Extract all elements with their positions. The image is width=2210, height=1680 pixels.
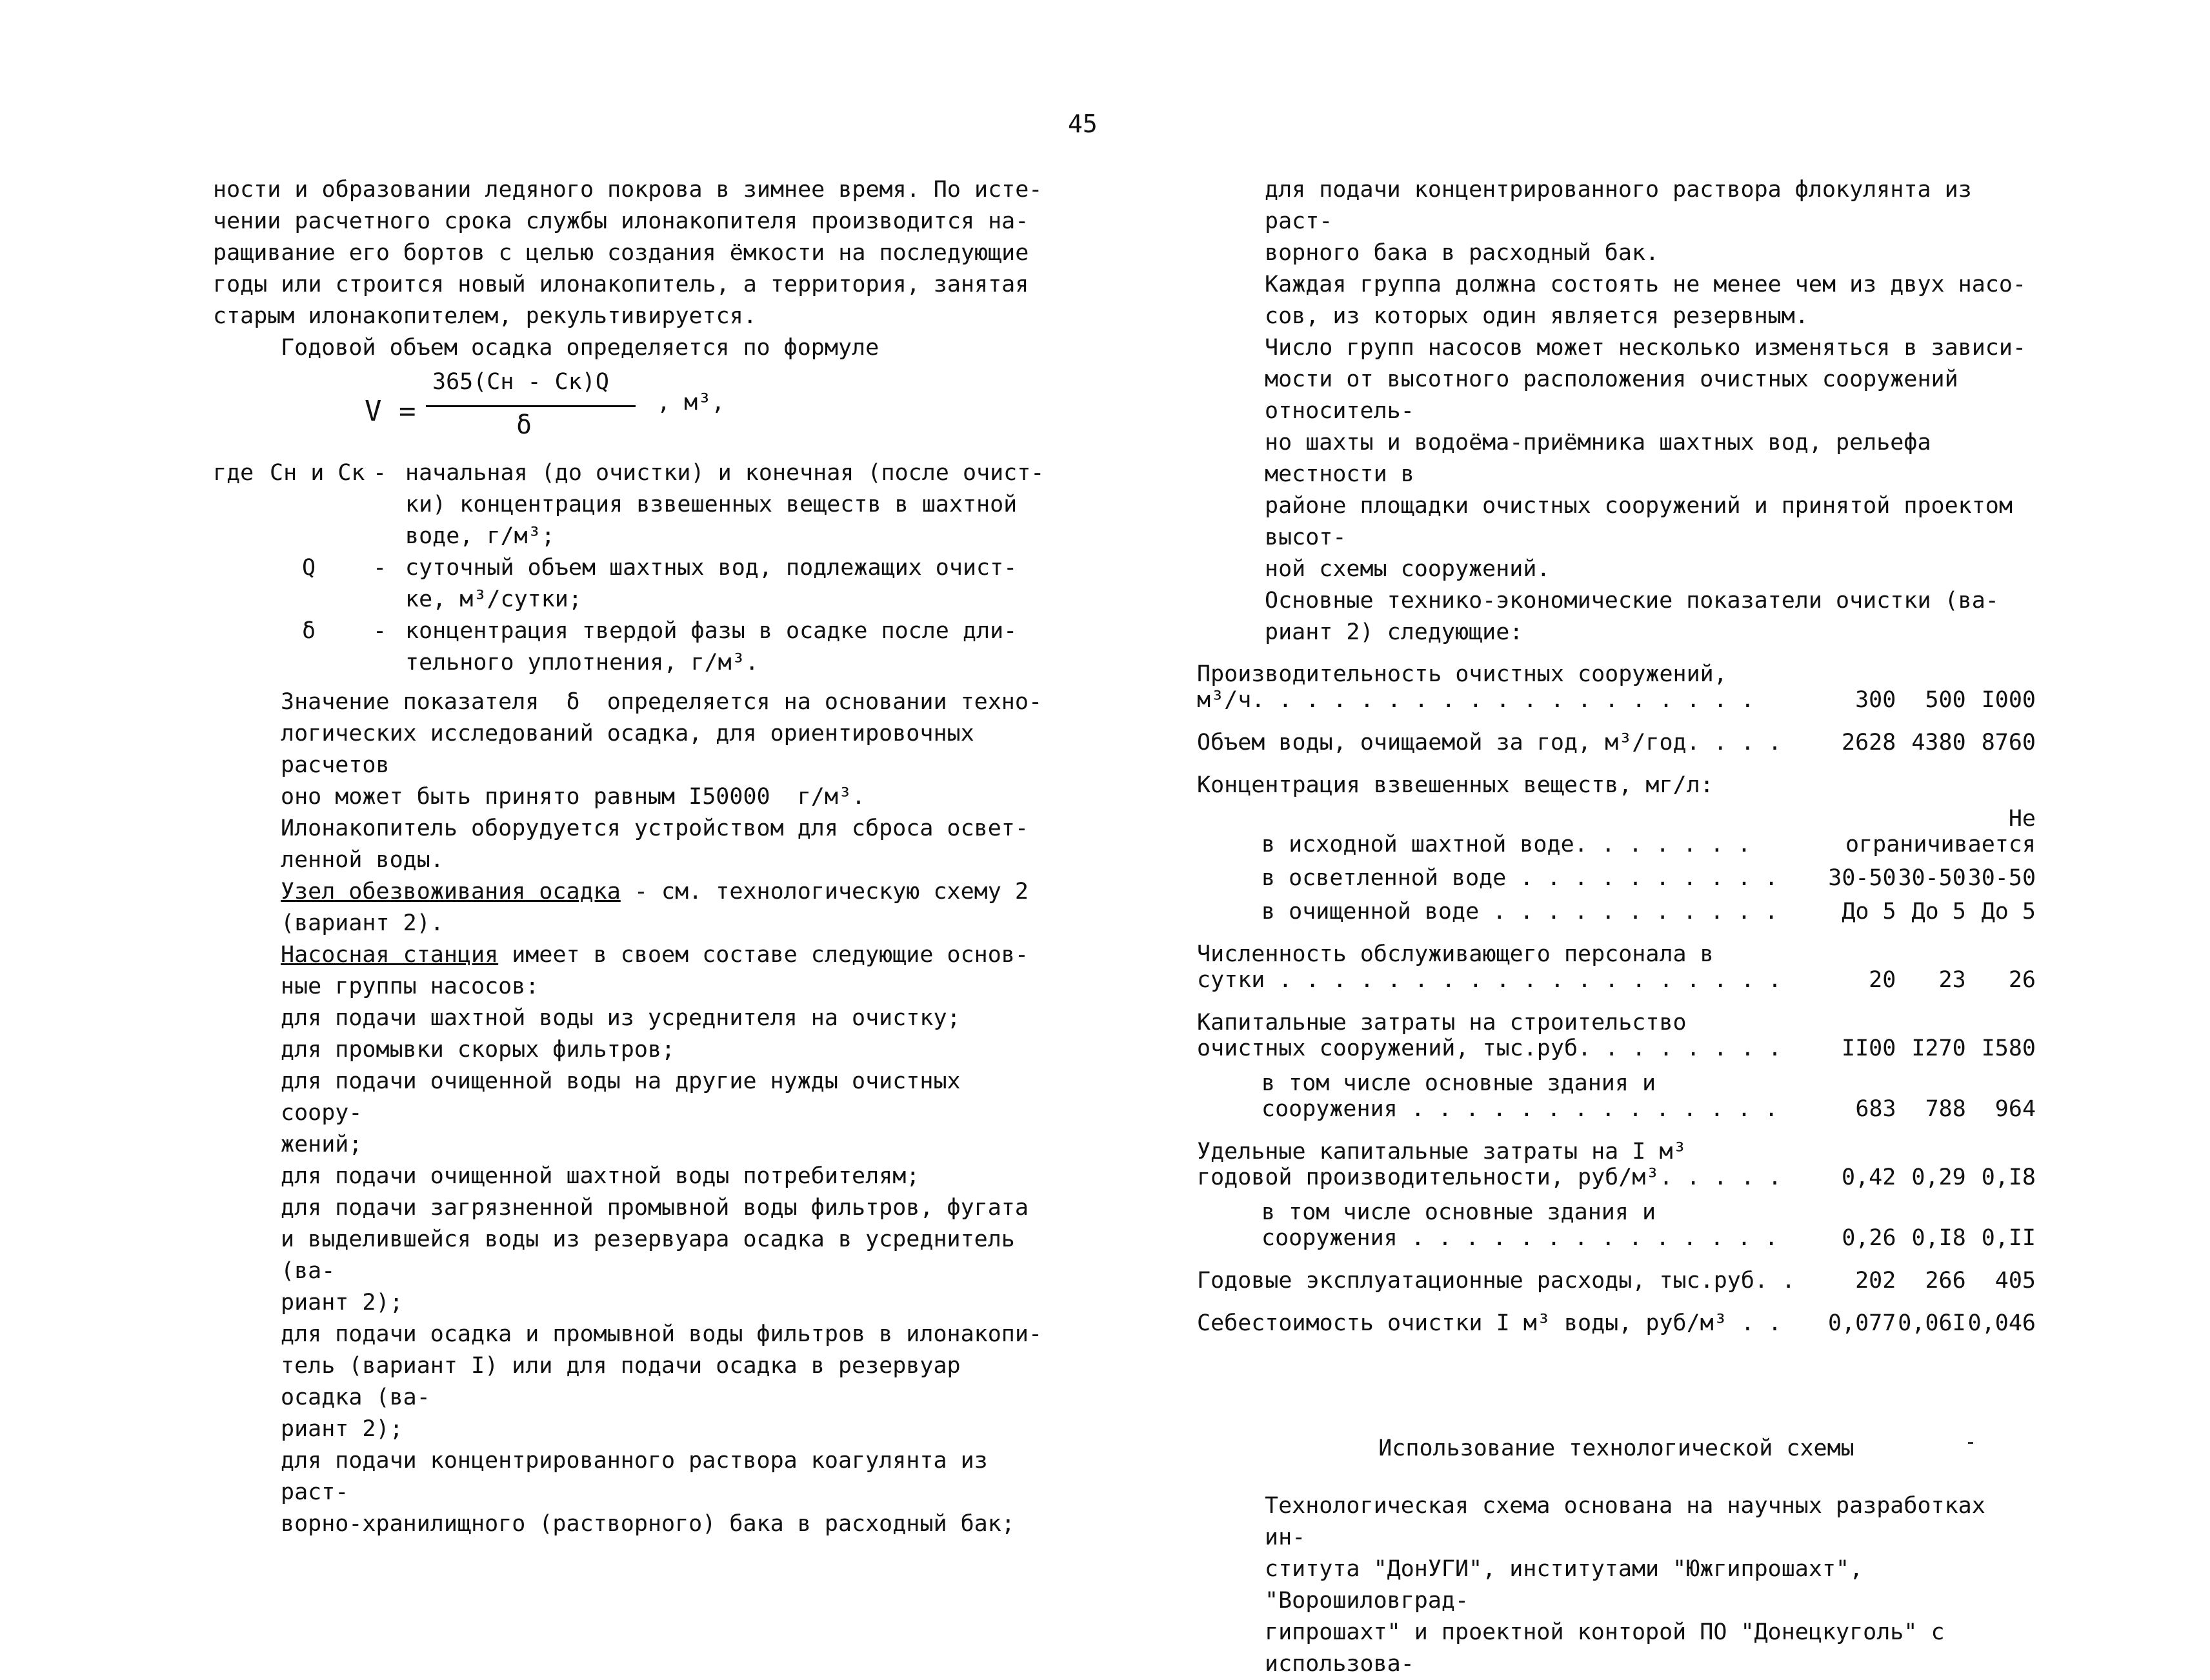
row-value: До 5 [1842, 899, 1896, 925]
formula-numerator: 365(Cн - Cк)Q [432, 369, 609, 395]
formula-unit: , м³, [657, 390, 725, 415]
row-value: I270 [1911, 1035, 1966, 1061]
row-value: 0,046 [1967, 1310, 2036, 1336]
left-paragraph-1: ности и образовании ледяного покрова в зимнее время. По исте- чении расчетного срока службы илонакопителя производится на- ращивание его бортов с целью создания ёмкости на последующие годы или строится новый илонакопитель, а территория, занятая старым илонакопителем, рекультивируется. [213, 177, 1043, 329]
row-label: Капитальные затраты на строительство очистных сооружений, тыс.руб. . . . . . . . [1197, 1010, 1782, 1061]
row-value: 0,29 [1911, 1165, 1966, 1190]
right-column [1197, 174, 2036, 1680]
row-value: 0,I8 [1911, 1225, 1966, 1251]
right-paragraph-4: Основные технико-экономические показатели очистки (ва- риант 2) следующие: [1265, 588, 1999, 645]
definition-lead: где [213, 460, 254, 486]
sludge-dewatering-text: - см. технологическую схему 2 (вариант 2). [281, 879, 1029, 936]
row-value: 0,06I [1898, 1310, 1966, 1336]
row-value: До 5 [1981, 899, 2036, 925]
table-row [1197, 1139, 2036, 1190]
row-label: Удельные капитальные затраты на I м³ годовой производительности, руб/м³. . . . . [1197, 1139, 1782, 1190]
right-paragraph-1: для подачи концентрированного раствора флокулянта из раст- ворного бака в расходный бак. [1265, 177, 1972, 266]
row-value: 4380 [1911, 730, 1966, 755]
row-value: 964 [1994, 1096, 2036, 1122]
definition-text: суточный объем шахтных вод, подлежащих очист- ке, м³/сутки; [405, 555, 1018, 612]
table-row [1197, 1010, 2036, 1061]
right-paragraph-2: Каждая группа должна состоять не менее чем из двух насо- сов, из которых один является резервным. [1265, 272, 2027, 329]
row-label: Годовые эксплуатационные расходы, тыс.руб. . [1197, 1268, 1796, 1294]
table-row [1197, 865, 2036, 891]
row-value: 500 [1925, 687, 1966, 713]
row-value: Не ограничивается [1845, 806, 2036, 857]
table-row [1197, 1070, 2036, 1122]
row-value: 0,26 [1842, 1225, 1896, 1251]
row-value: 266 [1925, 1268, 1966, 1294]
pump-station-text: имеет в своем составе следующие основ- ные группы насосов: [281, 942, 1029, 999]
row-value: 30-50 [1828, 865, 1896, 891]
definition-symbol: Cн и Cк [270, 460, 365, 486]
scan-mark [1968, 1442, 1973, 1444]
definition-lead [213, 615, 270, 679]
definition-symbol: Q [302, 555, 316, 581]
row-label: Производительность очистных сооружений, м³/ч. . . . . . . . . . . . . . . . . . . [1197, 661, 1754, 713]
row-value: I580 [1981, 1035, 2036, 1061]
table-row [1197, 661, 2036, 713]
pump-group-item: для подачи очищенной воды на другие нужды очистных соору- жений; [281, 1068, 961, 1157]
definition-text: начальная (до очистки) и конечная (после очист- ки) концентрация взвешенных веществ в шахтной воде, г/м³; [405, 460, 1045, 549]
formula-denominator: δ [516, 410, 532, 440]
left-paragraph-3: Значение показателя δ определяется на основании техно- логических исследований осадка, для ориентировочных расчетов оно может быть принято равным I50000 г/м³. [281, 689, 1043, 810]
pump-group-item: для подачи концентрированного раствора коагулянта из раст- ворно-хранилищного (растворного) бака в расходный бак; [281, 1448, 1015, 1537]
pump-group-item: для промывки скорых фильтров; [281, 1037, 676, 1063]
table-row [1197, 730, 2036, 755]
row-value: 23 [1938, 967, 1966, 993]
left-paragraph-4: Илонакопитель оборудуется устройством для сброса освет- ленной воды. [281, 815, 1029, 873]
row-value: До 5 [1911, 899, 1966, 925]
row-value: 405 [1994, 1268, 2036, 1294]
row-value: 30-50 [1898, 865, 1966, 891]
row-value: 30-50 [1967, 865, 2036, 891]
left-paragraph-5 [213, 876, 1052, 939]
row-label: Численность обслуживающего персонала в сутки . . . . . . . . . . . . . . . . . . . [1197, 941, 1782, 993]
row-value: 2628 [1842, 730, 1896, 755]
row-label: в исходной шахтной воде. . . . . . . [1261, 832, 1751, 857]
row-value: 20 [1869, 967, 1896, 993]
row-label: в том числе основные здания и сооружения . . . . . . . . . . . . . . [1261, 1199, 1778, 1251]
row-label: Концентрация взвешенных веществ, мг/л: [1197, 772, 1714, 798]
row-label: в осветленной воде . . . . . . . . . . [1261, 865, 1778, 891]
left-column [213, 174, 1052, 1540]
definition-text: концентрация твердой фазы в осадке после дли- тельного уплотнения, г/м³. [405, 618, 1018, 675]
row-value: 0,077 [1827, 1310, 1896, 1336]
row-value: 788 [1925, 1096, 1966, 1122]
right-paragraph-3: Число групп насосов может несколько изменяться в зависи- мости от высотного расположения очистных сооружений относитель- но шахты и водоёма-приёмника шахтных вод, рельефа местности в районе площадки очистных сооружений и принятой проектом высот- ной схемы сооружений. [1265, 335, 2027, 582]
row-value: 202 [1855, 1268, 1896, 1294]
definition-dash: - [373, 555, 387, 581]
row-value: 683 [1855, 1096, 1896, 1122]
table-row [1197, 772, 2036, 798]
pump-group-item: для подачи загрязненной промывной воды фильтров, фугата и выделившейся воды из резервуара осадка в усреднитель (ва- риант 2); [281, 1195, 1029, 1315]
row-value: 300 [1855, 687, 1896, 713]
row-value: 8760 [1981, 730, 2036, 755]
volume-formula [213, 364, 1052, 457]
formula-lhs: V = [365, 395, 416, 428]
definition-lead [213, 552, 270, 615]
formula-fraction-bar [426, 405, 636, 407]
indicators-table [1197, 661, 2036, 1336]
sludge-dewatering-heading: Узел обезвоживания осадка [281, 879, 621, 905]
pump-group-item: для подачи осадка и промывной воды фильтров в илонакопи- тель (вариант I) или для подачи осадка в резервуар осадка (ва- риант 2); [281, 1321, 1043, 1442]
row-label: в том числе основные здания и сооружения . . . . . . . . . . . . . . [1261, 1070, 1778, 1122]
table-row [1197, 806, 2036, 857]
definition-dash: - [373, 618, 387, 644]
table-row [1197, 941, 2036, 993]
row-value: 0,II [1981, 1225, 2036, 1251]
row-label: Себестоимость очистки I м³ воды, руб/м³ . . [1197, 1310, 1782, 1336]
left-paragraph-6 [213, 939, 1052, 1003]
table-row [1197, 1310, 2036, 1336]
section-heading: Использование технологической схемы [1378, 1435, 1854, 1461]
definition-symbol: δ [302, 618, 316, 644]
row-label: в очищенной воде . . . . . . . . . . . [1261, 899, 1778, 925]
row-value: I000 [1981, 687, 2036, 713]
table-row [1197, 1199, 2036, 1251]
pump-group-item: для подачи очищенной шахтной воды потребителям; [281, 1163, 920, 1189]
row-value: II00 [1842, 1035, 1896, 1061]
pump-station-heading: Насосная станция [281, 942, 499, 968]
left-paragraph-2: Годовой объем осадка определяется по формуле [281, 335, 879, 361]
pump-group-item: для подачи шахтной воды из усреднителя на очистку; [281, 1005, 961, 1031]
right-paragraph-5: Технологическая схема основана на научных разработках ин- ститута "ДонУГИ", институтами "Южгипрошахт", "Ворошиловград- гипрошахт" и проектной конторой ПО "Донецкуголь" с использова- [1265, 1493, 1985, 1677]
table-row [1197, 899, 2036, 925]
definition-dash: - [373, 460, 387, 486]
row-value: 0,42 [1842, 1165, 1896, 1190]
row-value: 26 [2008, 967, 2036, 993]
row-value: 0,I8 [1981, 1165, 2036, 1190]
page-number: 45 [1068, 110, 1098, 138]
formula-definitions [213, 457, 1052, 679]
row-label: Объем воды, очищаемой за год, м³/год. . . . [1197, 730, 1782, 755]
table-row [1197, 1268, 2036, 1294]
